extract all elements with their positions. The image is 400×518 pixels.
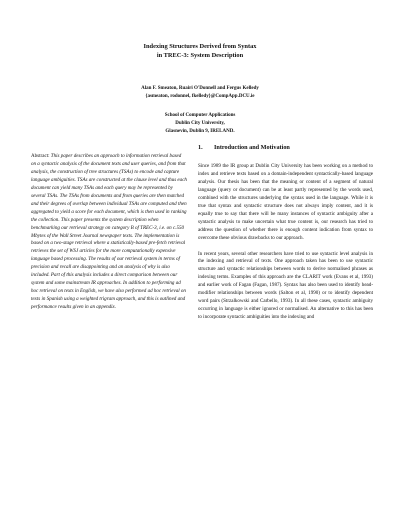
affiliation-university: Dublin City University, (175, 121, 225, 127)
affiliation-school: School of Computer Applications (164, 113, 236, 118)
section-body (198, 163, 373, 322)
body-paragraph-2: In recent years, several other researchers have tried to use syntactic level analysis in the indexing and retrieval of texts. One approach taken has been to use syntactic structure and syntactic relationships between words to derive normalised phrases as indexing terms. Examples of this approach are the CLARIT work (Evans et al, 1993) and earlier work of Fagan (Fagan, 1987). Syntax has also been used to identify head-modifier relationships between words (Salton et al, 1990) or to identify dependent word pairs (Strzalkowski and Carbello, 1993). In all these cases, syntactic ambiguity occurring in language is either ignored or normalised. An alternative to this has been to incorporate syntactic ambiguities into the indexing and (198, 250, 373, 321)
section-title: Introduction and Motivation (214, 144, 290, 151)
paper-title (0, 43, 400, 60)
title-line-2: in TREC-3: System Description (156, 51, 244, 59)
abstract-text: This paper describes an approach to information retrieval based on a syntactic analysis of the document texts and user queries, and from that analysis, the construction of tree structures (TSAs) to encode and capture language ambiguities. TSAs are constructed at the clause level and thus each document can yield many TSAs and each query may be represented by several TSAs. The TSAs from documents and from queries are then matched and their degrees of overlap between individual TSAs are computed and then aggregated to yield a score for each document, which is then used in ranking the collection. This paper presents the system description when benchmarking our retrieval strategy on category B of TREC-3, i.e. on c.550 Mbytes of the Wall Street Journal newspaper texts. The implementation is based on a two-stage retrieval where a statistically-based pre-fetch retrieval retrieves the set of WSJ articles for the more computationally expensive language based processing. The results of our retrieval system in terms of precision and recall are disappointing and an analysis of why is also included. Part of this analysis includes a direct comparison between our system and some mainstream IR approaches. In addition to performing ad hoc retrieval on texts in English, we have also performed ad hoc retrieval on texts in Spanish using a weighted trigram approach, and this is outlined and performance results given in an appendix. (31, 153, 187, 311)
author-names: Alan F. Smeaton, Ruairi O'Donnell and Fergus Kelledy (141, 86, 259, 91)
abstract-label: Abstract: (31, 153, 50, 159)
affiliation-block (0, 112, 400, 137)
author-block (0, 85, 400, 101)
affiliation-address: Glasnevin, Dublin 9, IRELAND. (165, 129, 235, 135)
section-heading (198, 144, 378, 152)
body-paragraph-1: Since 1989 the IR group at Dublin City University has been working on a method to index and retrieve texts based on a domain-independent syntactically-based language analysis. Our thesis has been that the meaning or content of a segment of natural language (query or document) can be at least partly represented by the words used, combined with the structures underlying the syntax used in the language. While it is true that syntax and syntactic structure does not always imply content, and it is equally true to say that there will be many instances of syntactic ambiguity after a syntactic analysis to make uncertain what true content is, our research has tried to address the question of whether there is enough content indication from syntax to overcome these obvious drawbacks to our approach. (198, 163, 373, 241)
title-line-1: Indexing Structures Derived from Syntax (143, 43, 257, 50)
abstract (31, 153, 187, 312)
section-number: 1. (198, 144, 203, 151)
author-emails: {asmeaton, rodonnel, fkelledy}@CompApp.DCU.ie (145, 93, 255, 99)
